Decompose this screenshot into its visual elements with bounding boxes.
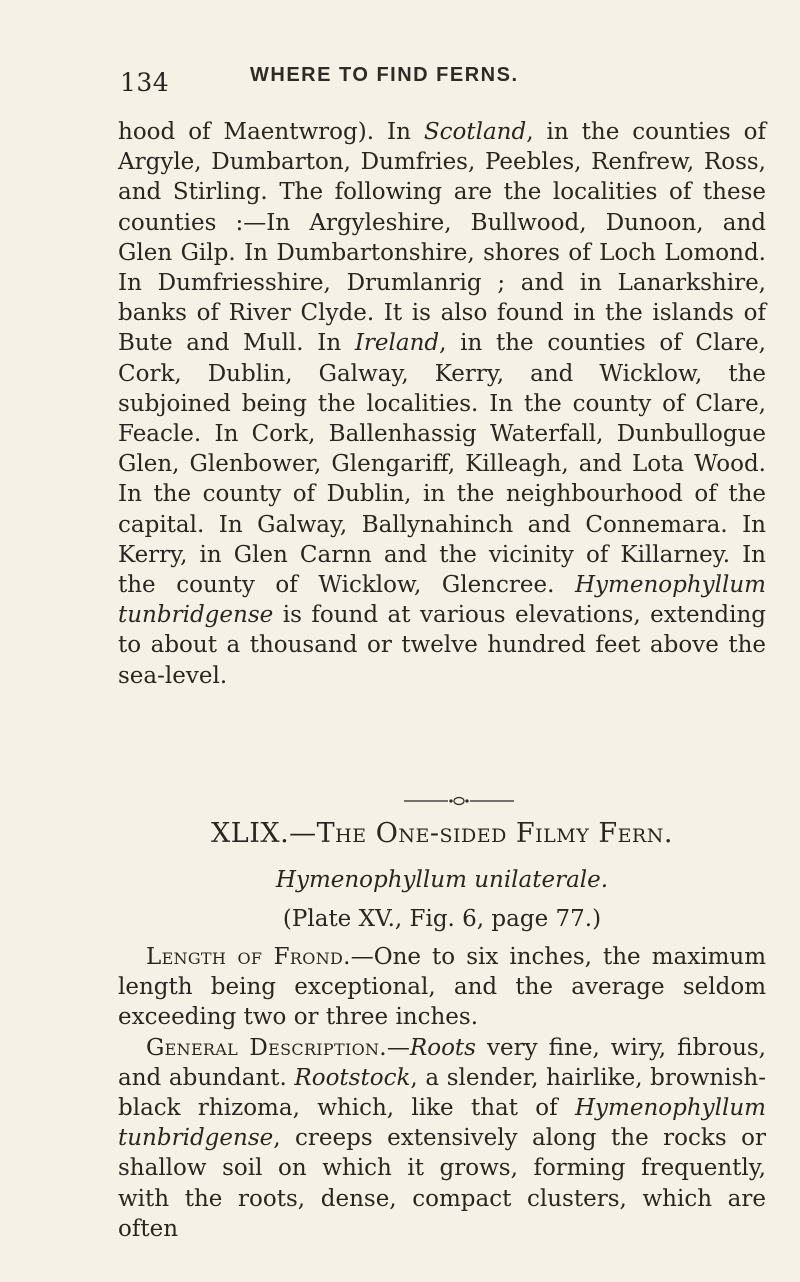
length-of-frond-text: —One to six inches, the maximum length being exceptional, and the average seldom exceeding two or three inches. [118,944,766,1031]
text-segment-italic: Hymenophyllum tunbridgense [118,1095,766,1152]
text-segment: very fine, wiry, fibrous, and abundant. [118,1034,766,1091]
general-description-label: General Description. [146,1034,387,1061]
text-segment: , creeps extensively along the rocks or shallow soil on which it grows, forming frequently, with the roots, dense, compact clusters, which are often [118,1125,766,1242]
description-block [118,942,766,1244]
text-segment: is found at various elevations, extending to about a thousand or twelve hundred feet above the sea-level. [118,602,766,689]
latin-name: Hymenophyllum unilaterale. [275,867,609,893]
text-segment-italic: Rootstock [294,1064,411,1091]
text-segment: , in the counties of Argyle, Dumbarton, Dumfries, Peebles, Renfrew, Ross, and Stirling. The following are the localities of these counties :—In Argyleshire, Bullwood, Dunoon, and Glen Gilp. In Dumbartonshire, shores of Loch Lomond. In Dumfriesshire, Drumlanrig ; and in Lanarkshire, banks of River Clyde. It is also found in the islands of Bute and Mull. In [118,119,767,357]
section-divider-ornament [404,794,514,808]
length-of-frond-paragraph [118,942,766,1033]
text-segment: — [386,1034,410,1061]
text-segment: hood of Maentwrog). In [118,119,424,145]
text-segment: , in the counties of Clare, Cork, Dublin, Galway, Kerry, and Wicklow, the subjoined being the localities. In the county of Clare, Feacle. In Cork, Ballenhassig Waterfall, Dunbullogue Glen, Glenbower, Glengariff, Killeagh, and Lota Wood. In the county of Dublin, in the neighbourhood of the capital. In Galway, Ballynahinch and Connemara. In Kerry, in Glen Carnn and the vicinity of Killarney. In the county of Wicklow, Glencree. [118,330,766,599]
text-segment-italic: Roots [409,1034,476,1061]
section-heading [118,818,766,849]
text-segment-italic: Hymenophyllum tunbridgense [118,572,766,629]
plate-reference: (Plate XV., Fig. 6, page 77.) [282,906,602,932]
page-header [120,60,680,100]
text-segment: , a slender, hairlike, brownish-black rhizoma, which, like that of [118,1064,766,1122]
length-of-frond-label: Length of Frond. [146,944,351,970]
section-number: XLIX.— [211,818,317,849]
section-title: The One-sided Filmy Fern. [316,818,673,849]
general-description-paragraph [118,1033,766,1244]
running-head: WHERE TO FIND FERNS. [250,64,519,86]
page-number: 134 [120,68,170,97]
localities-paragraph [118,117,766,691]
text-segment-italic: Ireland [354,330,440,357]
text-segment-italic: Scotland [423,119,527,145]
